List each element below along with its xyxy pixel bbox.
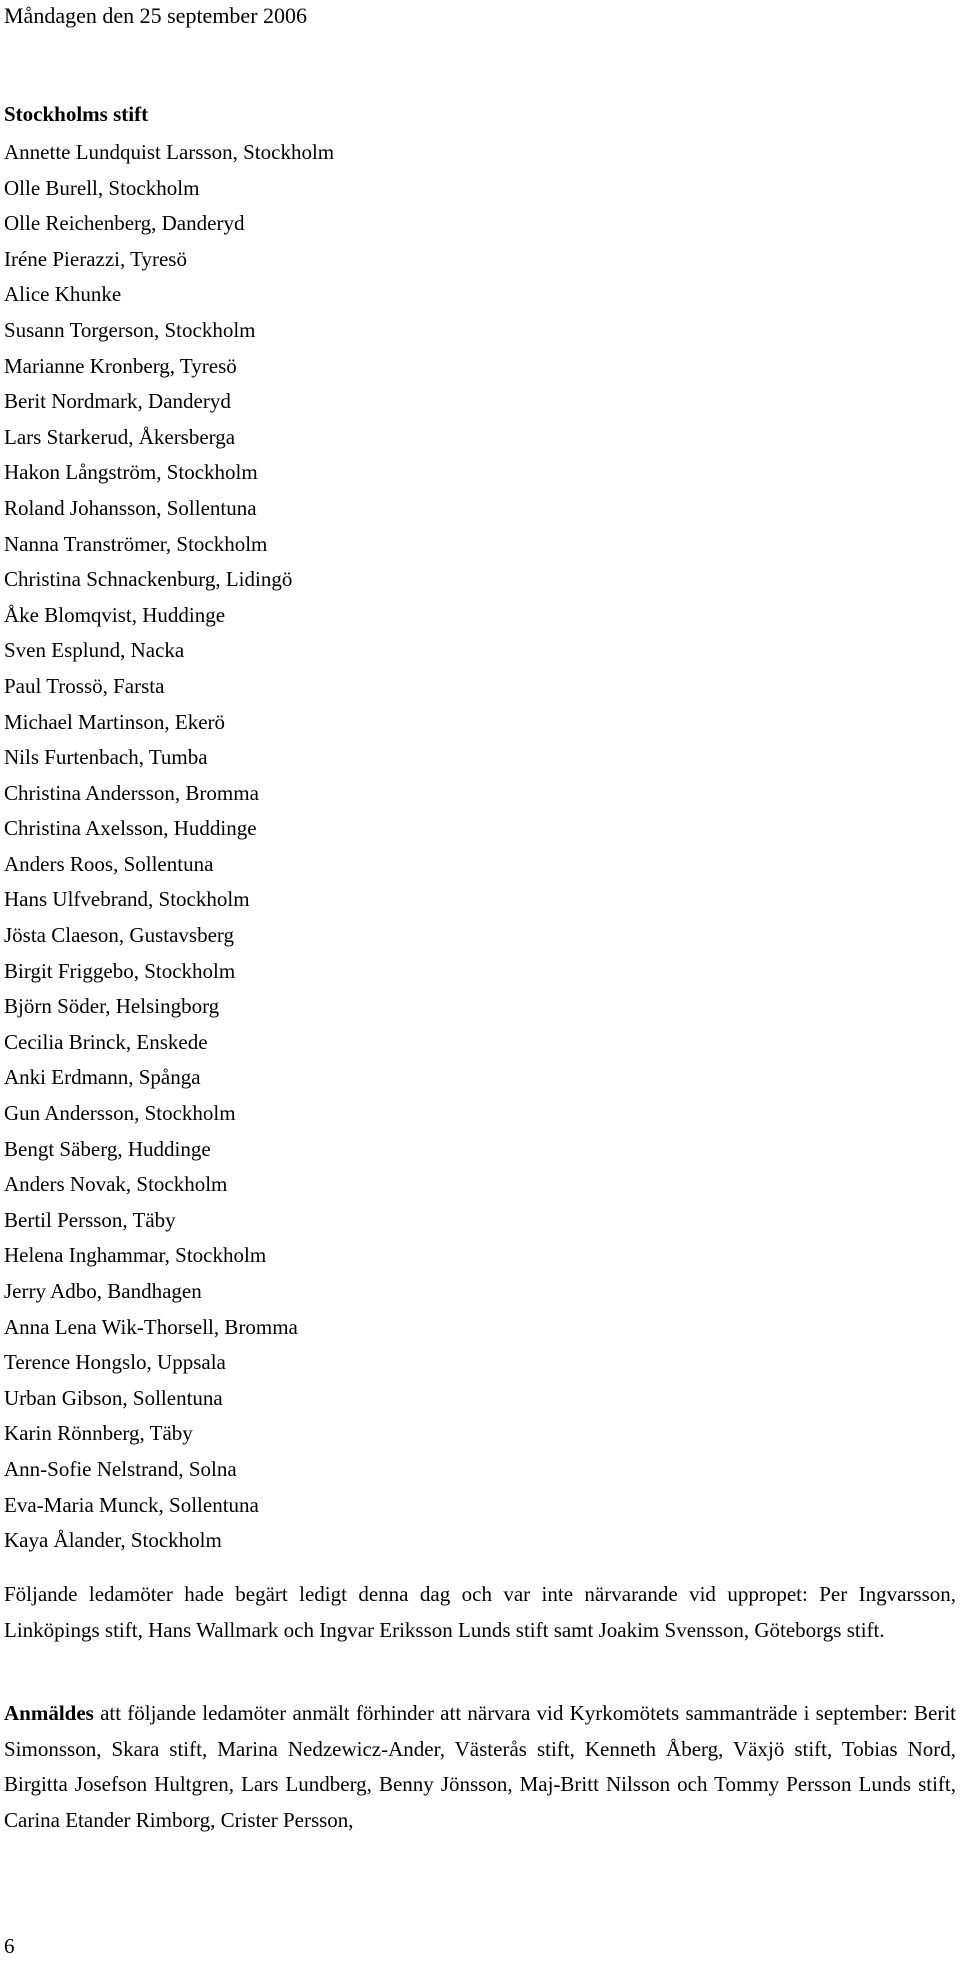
list-item: Birgit Friggebo, Stockholm [4,958,236,983]
page-header-date: Måndagen den 25 september 2006 [4,3,308,28]
excused-lead-word: Anmäldes [4,1701,94,1725]
list-item: Åke Blomqvist, Huddinge [4,602,226,627]
list-item: Kaya Ålander, Stockholm [4,1528,222,1553]
list-item: Björn Söder, Helsingborg [4,994,220,1019]
list-item: Gun Andersson, Stockholm [4,1101,236,1126]
list-item: Nanna Tranströmer, Stockholm [4,531,268,556]
list-item: Sven Esplund, Nacka [4,638,185,663]
list-item: Iréne Pierazzi, Tyresö [4,246,187,271]
list-item: Anders Roos, Sollentuna [4,851,214,876]
list-item: Karin Rönnberg, Täby [4,1421,193,1446]
list-item: Lars Starkerud, Åkersberga [4,424,236,449]
list-item: Roland Johansson, Sollentuna [4,495,257,520]
list-item: Hans Ulfvebrand, Stockholm [4,887,250,912]
list-item: Susann Torgerson, Stockholm [4,317,256,342]
list-item: Anders Novak, Stockholm [4,1172,228,1197]
list-item: Alice Khunke [4,282,122,307]
page-number: 6 [4,1934,15,1958]
list-item: Jerry Adbo, Bandhagen [4,1279,202,1303]
list-item: Anki Erdmann, Spånga [4,1065,201,1090]
list-item: Christina Axelsson, Huddinge [4,816,257,841]
list-item: Cecilia Brinck, Enskede [4,1029,208,1054]
list-item: Terence Hongslo, Uppsala [4,1350,226,1375]
list-item: Jösta Claeson, Gustavsberg [4,923,235,948]
list-item: Hakon Långström, Stockholm [4,460,258,485]
list-item: Paul Trossö, Farsta [4,673,165,698]
list-item: Marianne Kronberg, Tyresö [4,353,237,378]
section-title: Stockholms stift [4,102,149,126]
list-item: Bengt Säberg, Huddinge [4,1136,211,1161]
list-item: Eva-Maria Munck, Sollentuna [4,1492,259,1517]
list-item: Olle Reichenberg, Danderyd [4,211,245,236]
list-item: Christina Andersson, Bromma [4,780,259,805]
list-item: Olle Burell, Stockholm [4,175,200,200]
list-item: Helena Inghammar, Stockholm [4,1243,267,1268]
list-item: Annette Lundquist Larsson, Stockholm [4,140,335,164]
list-item: Berit Nordmark, Danderyd [4,389,231,414]
list-item: Bertil Persson, Täby [4,1207,176,1232]
list-item: Michael Martinson, Ekerö [4,709,226,734]
list-item: Christina Schnackenburg, Lidingö [4,567,293,592]
excused-members-paragraph [4,1696,956,1838]
absent-members-paragraph: Följande ledamöter hade begärt ledigt denna dag och var inte närvarande vid uppropet: Per Ingvarsson, Linköpings stift, Hans Wallmark och Ingvar Eriksson Lunds stift samt Joakim Svensson, Göteborgs stift. [4,1582,956,1642]
list-item: Nils Furtenbach, Tumba [4,745,208,770]
list-item: Anna Lena Wik-Thorsell, Bromma [4,1314,298,1339]
member-list [4,135,334,1559]
list-item: Ann-Sofie Nelstrand, Solna [4,1456,237,1481]
list-item: Urban Gibson, Sollentuna [4,1385,223,1410]
excused-text: att följande ledamöter anmält förhinder att närvara vid Kyrkomötets sammanträde i september: Berit Simonsson, Skara stift, Marina Nedzewicz-Ander, Västerås stift, Kenneth Åberg, Växjö stift, Tobias Nord, Birgitta Josefson Hultgren, Lars Lundberg, Benny Jönsson, Maj-Britt Nilsson och Tommy Persson Lunds stift, Carina Etander Rimborg, Crister Persson, [4,1701,956,1832]
